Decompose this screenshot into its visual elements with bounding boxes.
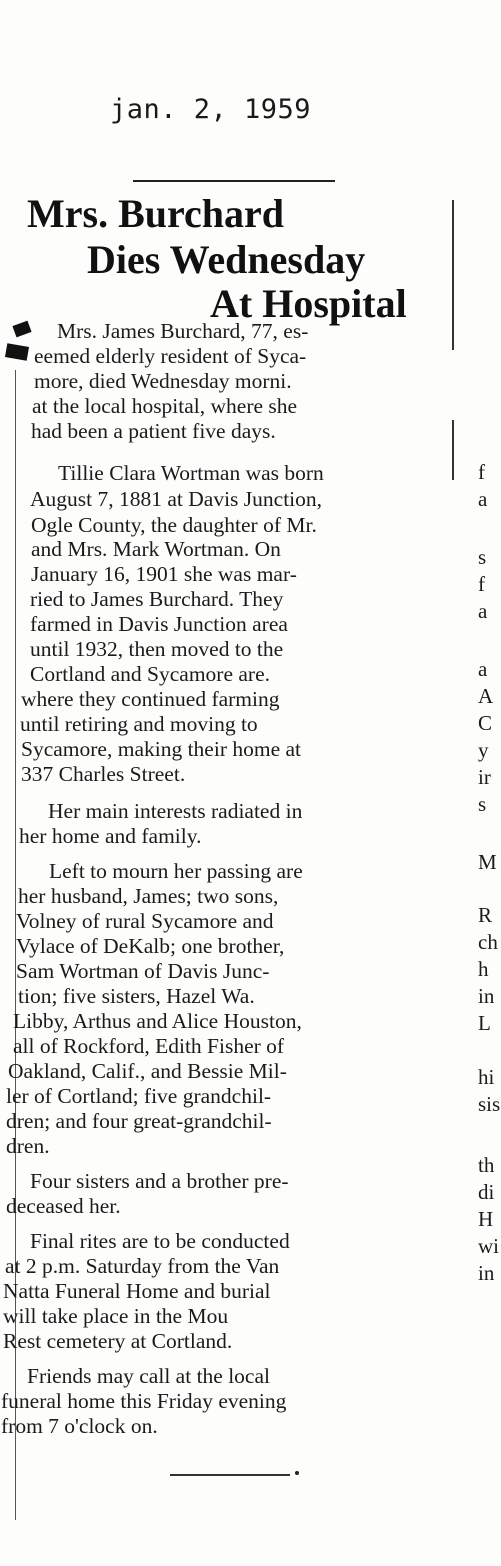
adjacent-column-fragment: R [478,903,493,927]
article-line: Natta Funeral Home and burial [3,1279,271,1303]
article-line: Libby, Arthus and Alice Houston, [13,1009,302,1033]
article-line: where they continued farming [21,687,280,711]
article-line: Ogle County, the daughter of Mr. [31,513,317,537]
article-line: until 1932, then moved to the [30,637,284,661]
article-line: Final rites are to be conducted [30,1229,290,1253]
adjacent-column-fragment: L [478,1011,491,1035]
adjacent-column-fragment: C [478,711,493,735]
article-line: ler of Cortland; five grandchil- [6,1084,272,1108]
article-line: Vylace of DeKalb; one brother, [16,934,285,958]
adjacent-column-fragment: h [478,957,489,981]
article-line: ried to James Burchard. They [30,587,284,611]
adjacent-column-fragment: di [478,1180,495,1204]
adjacent-column-fragment: wi [478,1234,499,1258]
article-line: had been a patient five days. [31,419,276,443]
adjacent-column-fragment: A [478,684,494,708]
article-line: until retiring and moving to [20,712,258,736]
article-line: tion; five sisters, Hazel Wa. [18,984,255,1008]
adjacent-column-fragment: sis [478,1092,501,1116]
adjacent-column-fragment: hi [478,1065,495,1089]
adjacent-column-fragment: a [478,657,488,681]
article-line: August 7, 1881 at Davis Junction, [30,487,323,511]
adjacent-column-fragment: f [478,460,485,484]
adjacent-column-fragment: ir [478,765,491,789]
adjacent-column-fragment: in [478,984,495,1008]
article-line: January 16, 1901 she was mar- [31,562,297,586]
bottom-rule [170,1474,290,1476]
adjacent-column-fragment: H [478,1207,494,1231]
ink-blot-mark [12,321,31,338]
headline-line-1: Mrs. Burchard [27,191,285,236]
article-line: Four sisters and a brother pre- [30,1169,289,1193]
adjacent-column-fragment: M [478,850,497,874]
adjacent-column-fragment: y [478,738,489,762]
adjacent-column-fragment: th [478,1153,495,1177]
article-line: Mrs. James Burchard, 77, es- [57,319,309,343]
adjacent-column-fragment: s [478,545,487,569]
article-line: funeral home this Friday evening [1,1389,287,1413]
article-line: deceased her. [6,1194,121,1218]
top-rule [133,180,335,182]
bottom-dot [295,1471,299,1475]
article-line: Sycamore, making their home at [21,737,302,761]
article-line: all of Rockford, Edith Fisher of [13,1034,285,1058]
article-line: at the local hospital, where she [32,394,298,418]
article-line: Rest cemetery at Cortland. [3,1329,233,1353]
clipping-date: jan. 2, 1959 [110,94,312,125]
article-line: dren; and four great-grandchil- [6,1109,272,1133]
adjacent-column-fragment: f [478,572,485,596]
article-line: more, died Wednesday morni. [34,369,292,393]
article-line: Tillie Clara Wortman was born [58,461,324,485]
article-line: her home and family. [19,824,202,848]
adjacent-column-fragment: in [478,1261,495,1285]
article-line: farmed in Davis Junction area [30,612,288,636]
adjacent-column-fragment: a [478,599,488,623]
column-border-right [452,200,454,350]
article-line: Friends may call at the local [27,1364,270,1388]
article-line: Left to mourn her passing are [49,859,303,883]
article-line: Cortland and Sycamore are. [30,662,270,686]
article-line: will take place in the Mou [3,1304,229,1328]
article-line: eemed elderly resident of Syca- [34,344,307,368]
article-line: Oakland, Calif., and Bessie Mil- [8,1059,287,1083]
article-line: dren. [6,1134,50,1158]
article-line: at 2 p.m. Saturday from the Van [5,1254,280,1278]
headline-line-2: Dies Wednesday [87,237,366,282]
article-line: Her main interests radiated in [48,799,303,823]
article-line: 337 Charles Street. [21,762,186,786]
article-line: and Mrs. Mark Wortman. On [31,537,281,561]
ink-blot-mark [5,343,29,361]
adjacent-column-fragment: ch [478,930,498,954]
headline-line-3: At Hospital [210,281,407,326]
adjacent-column-fragment: s [478,792,487,816]
article-line: her husband, James; two sons, [18,884,279,908]
article-line: Sam Wortman of Davis Junc- [16,959,270,983]
article-line: Volney of rural Sycamore and [16,909,274,933]
article-line: from 7 o'clock on. [1,1414,158,1438]
adjacent-column-fragment: a [478,487,488,511]
column-border-right [452,420,454,480]
